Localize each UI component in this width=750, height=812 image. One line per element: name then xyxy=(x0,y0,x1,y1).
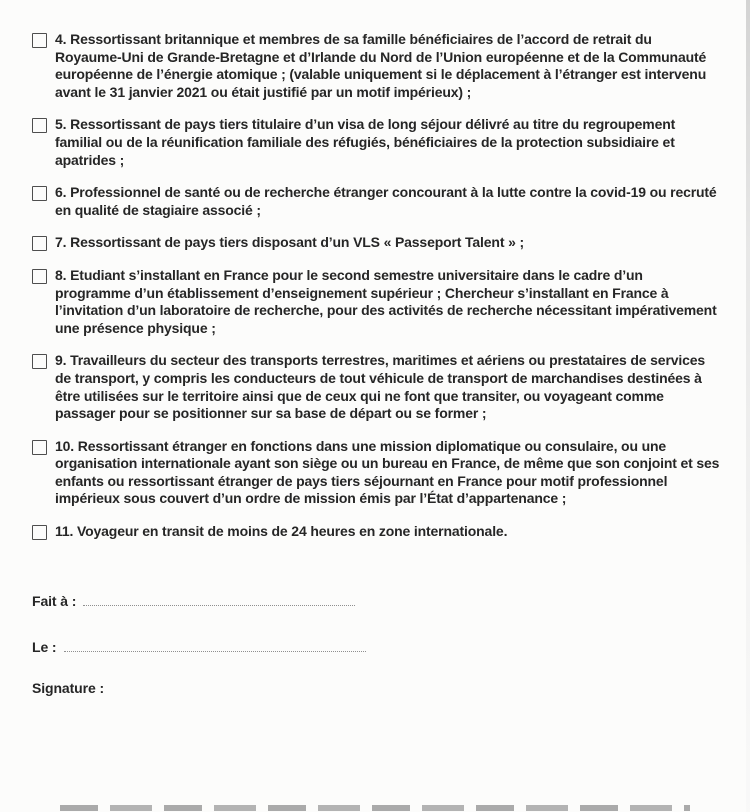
item-8-checkbox[interactable] xyxy=(32,269,47,284)
fait-a-row xyxy=(32,593,750,609)
checklist-item-6 xyxy=(32,184,722,219)
item-8-text: 8. Etudiant s’installant en France pour le second semestre universitaire dans le cadre d’un programme d’un établissement d’enseignement supérieur ; Chercheur s’installant en France à l’invitation d’un laboratoire de recherche, pour des activités de recherche nécessitant impérativement une présence physique ; xyxy=(55,266,717,336)
item-5-checkbox[interactable] xyxy=(32,118,47,133)
signature-block xyxy=(32,593,750,696)
checklist-item-7 xyxy=(32,234,722,252)
scan-edge-shadow xyxy=(746,0,750,812)
item-4-checkbox[interactable] xyxy=(32,33,47,48)
checklist-item-11 xyxy=(32,523,722,541)
item-10-checkbox[interactable] xyxy=(32,440,47,455)
le-row xyxy=(32,639,750,655)
item-10-text: 10. Ressortissant étranger en fonctions dans une mission diplomatique ou consulaire, ou une organisation internationale ayant son siège ou un bureau en France, de même que son conjoint et ses enfants ou ressortissant étranger de pays tiers séjournant en France pour motif professionnel impérieux sous couvert d’un ordre de mission émis par l’État d’appartenance ; xyxy=(55,437,720,507)
item-7-checkbox[interactable] xyxy=(32,236,47,251)
cutoff-text-strip xyxy=(60,805,690,811)
le-field-line[interactable] xyxy=(64,639,366,652)
item-7-text: 7. Ressortissant de pays tiers disposant d’un VLS « Passeport Talent » ; xyxy=(55,234,524,251)
le-label: Le : xyxy=(32,638,57,655)
fait-a-label: Fait à : xyxy=(32,592,77,609)
item-11-text: 11. Voyageur en transit de moins de 24 heures en zone internationale. xyxy=(55,523,508,540)
signature-row xyxy=(32,680,750,696)
item-11-checkbox[interactable] xyxy=(32,525,47,540)
checklist-item-9 xyxy=(32,352,722,422)
signature-label: Signature : xyxy=(32,679,105,696)
item-4-text: 4. Ressortissant britannique et membres de sa famille bénéficiaires de l’accord de retrait du Royaume-Uni de Grande-Bretagne et d’Irlande du Nord de l’Union européenne et de la Communauté européenne de l’énergie atomique ; (valable uniquement si le déplacement à l’étranger est intervenu avant le 31 janvier 2021 ou était justifié par un motif impérieux) ; xyxy=(55,31,707,100)
item-5-text: 5. Ressortissant de pays tiers titulaire d’un visa de long séjour délivré au titre du regroupement familial ou de la réunification familiale des réfugiés, bénéficiaires de la protection subsidiaire et apatrides ; xyxy=(55,116,676,168)
checklist-item-4 xyxy=(32,31,722,101)
checklist-item-5 xyxy=(32,116,722,169)
item-9-checkbox[interactable] xyxy=(32,354,47,369)
fait-a-field-line[interactable] xyxy=(83,593,355,606)
item-6-checkbox[interactable] xyxy=(32,186,47,201)
checklist-item-8 xyxy=(32,267,722,337)
checklist-item-10 xyxy=(32,438,722,508)
item-6-text: 6. Professionnel de santé ou de recherche étranger concourant à la lutte contre la covid-19 ou recruté en qualité de stagiaire associé ; xyxy=(55,184,717,218)
item-9-text: 9. Travailleurs du secteur des transports terrestres, maritimes et aériens ou prestataires de services de transport, y compris les conducteurs de tout véhicule de transport de marchandises destinées à être utilisées sur le territoire ainsi que de ceux qui ne font que transiter, ou voyageant comme passager pour se positionner sur sa base de départ ou se former ; xyxy=(55,352,706,422)
